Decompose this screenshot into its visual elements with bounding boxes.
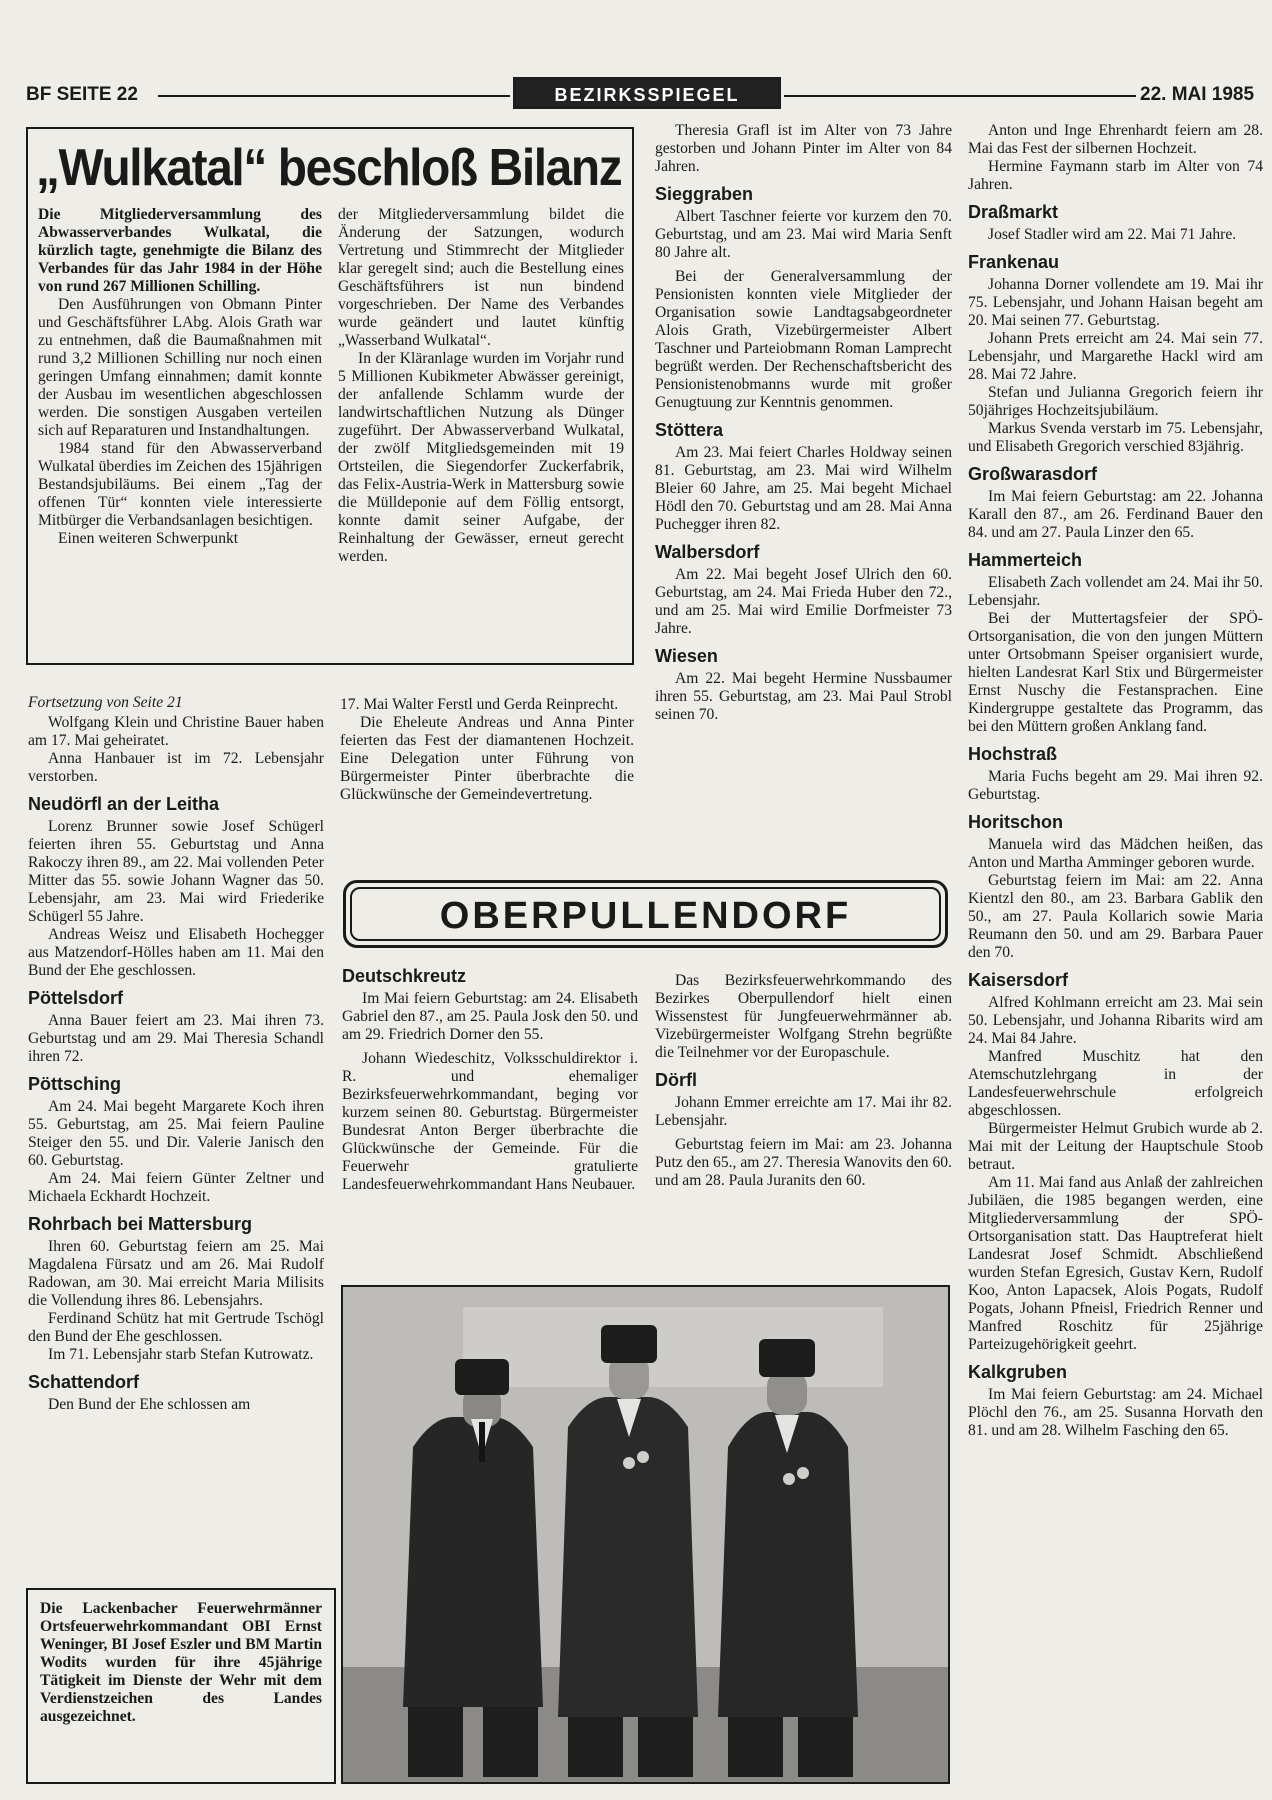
- issue-date: 22. MAI 1985: [1140, 84, 1255, 105]
- town-heading: Frankenau: [968, 252, 1060, 272]
- town-heading: Draßmarkt: [968, 202, 1059, 222]
- town-heading: Wiesen: [655, 646, 718, 666]
- news-paragraph: Am 22. Mai begeht Hermine Nussbaumer ihren 55. Geburtstag, am 23. Mai Paul Strobl seinen 70.: [655, 670, 952, 723]
- left-column: [28, 694, 324, 1414]
- news-paragraph: Ferdinand Schütz hat mit Gertrude Tschögl den Bund der Ehe geschlossen.: [28, 1310, 324, 1345]
- firefighters-photo: [341, 1285, 950, 1784]
- lead-paragraph: 1984 stand für den Abwasserverband Wulkatal überdies im Zeichen des 15jährigen Bestandsjubiläums. Bei einem „Tag der offenen Tür“ konnten viele interessierte Mitbürger die Verbandsanlagen besichtigen.: [38, 440, 322, 529]
- news-paragraph: 17. Mai Walter Ferstl und Gerda Reinprecht.: [340, 696, 619, 713]
- news-paragraph: Am 24. Mai feiern Günter Zeltner und Michaela Eckhardt Hochzeit.: [28, 1170, 324, 1205]
- header-rule-left: [158, 95, 510, 97]
- news-paragraph: Bei der Muttertagsfeier der SPÖ-Ortsorganisation, die von den jungen Müttern unter Ortsobmann Speiser organisiert wurde, hielten Landesrat Karl Stix und Bürgermeister Ernst Nuschy die Festansprachen. Eine Kindergruppe gestaltete das Programm, das bei den Müttern großen Anklang fand.: [968, 610, 1263, 735]
- news-paragraph: Geburtstag feiern im Mai: am 23. Johanna Putz den 65., am 27. Theresia Wanovits den 60. und am 28. Paula Juranits den 60.: [655, 1136, 952, 1189]
- news-paragraph: Andreas Weisz und Elisabeth Hochegger aus Matzendorf-Hölles haben am 11. Mai den Bund der Ehe geschlossen.: [28, 926, 324, 979]
- town-heading: Schattendorf: [28, 1372, 140, 1392]
- town-heading: Großwarasdorf: [968, 464, 1098, 484]
- column-4: [968, 122, 1263, 1440]
- news-paragraph: Die Eheleute Andreas und Anna Pinter feierten das Fest der diamantenen Hochzeit. Eine Delegation unter Führung von Bürgermeister Pinter überbrachte die Glückwünsche der Gemeindevertretung.: [340, 714, 634, 803]
- lead-column-1: [38, 206, 322, 548]
- section-label: BEZIRKSSPIEGEL: [513, 77, 781, 109]
- column-3: [655, 122, 952, 724]
- news-paragraph: Johann Prets erreicht am 24. Mai sein 77. Lebensjahr, und Margarethe Hackl wird am 28. Mai 72 Jahre.: [968, 330, 1263, 383]
- news-paragraph: Im 71. Lebensjahr starb Stefan Kutrowatz.: [48, 1346, 314, 1363]
- news-paragraph: Bürgermeister Helmut Grubich wurde ab 2. Mai mit der Leitung der Hauptschule Stoob betraut.: [968, 1120, 1263, 1173]
- news-paragraph: Lorenz Brunner sowie Josef Schügerl feierten ihren 55. Geburtstag und Anna Rakoczy ihren 89., am 22. Mai vollenden Peter Mitter das 55. sowie Johann Wagner das 50. Lebensjahr, am 23. Mai wird Friederike Schügerl 55 Jahre.: [28, 818, 324, 925]
- lead-headline: „Wulkatal“ beschloß Bilanz: [36, 139, 622, 197]
- news-paragraph: Stefan und Julianna Gregorich feiern ihr 50jähriges Hochzeitsjubiläum.: [968, 384, 1263, 419]
- news-paragraph: Elisabeth Zach vollendet am 24. Mai ihr 50. Lebensjahr.: [968, 574, 1263, 609]
- oberpullendorf-left-column: [342, 966, 638, 1194]
- town-heading: Neudörfl an der Leitha: [28, 794, 220, 814]
- lead-paragraph: Den Ausführungen von Obmann Pinter und Geschäftsführer LAbg. Alois Grath war zu entnehmen, daß die Baumaßnahmen mit rund 3,2 Millionen Schilling nur noch einen geringen Umfang einnahmen; damit konnte der Ausbau im wesentlichen abgeschlossen werden. Die sonstigen Ausgaben verteilen sich auf Reparaturen und Instandhaltungen.: [38, 296, 322, 439]
- town-heading: Rohrbach bei Mattersburg: [28, 1214, 253, 1234]
- news-paragraph: Johann Wiedeschitz, Volksschuldirektor i. R. und ehemaliger Bezirksfeuerwehrkommandant, beging vor kurzem seinen 80. Geburtstag. Bürgermeister Bundesrat Anton Berger überbrachte die Glückwünsche der Gemeinde. Für die Feuerwehr gratulierte Landesfeuerwehrkommandant Hans Neubauer.: [342, 1050, 638, 1193]
- lead-column-2: [338, 206, 624, 566]
- lead-intro: Die Mitgliederversammlung des Abwasserverbandes Wulkatal, die kürzlich tagte, genehmigte die Bilanz des Verbandes für das Jahr 1984 in der Höhe von rund 267 Millionen Schilling.: [38, 206, 322, 295]
- district-banner: [343, 880, 948, 948]
- photo-illustration: [343, 1287, 948, 1782]
- town-heading: Stöttera: [655, 420, 724, 440]
- oberpullendorf-right-column: [655, 972, 952, 1190]
- news-paragraph: Manfred Muschitz hat den Atemschutzlehrgang in der Landesfeuerwehrschule erfolgreich abgeschlossen.: [968, 1048, 1263, 1119]
- middle-upper-column: [340, 696, 634, 804]
- news-paragraph: Den Bund der Ehe schlossen am: [48, 1396, 251, 1413]
- news-paragraph: Am 24. Mai begeht Margarete Koch ihren 55. Geburtstag, am 25. Mai feiern Pauline Steiger den 55. und Dir. Valerie Janisch den 60. Geburtstag.: [28, 1098, 324, 1169]
- town-heading: Pöttelsdorf: [28, 988, 124, 1008]
- town-heading: Dörfl: [655, 1070, 697, 1090]
- news-paragraph: Bei der Generalversammlung der Pensionisten konnten viele Mitglieder der Organisation sowie Landtagsabgeordneter Alois Grath, Vizebürgermeister Albert Taschner und Parteiobmann Roman Lamprecht begrüßt werden. Der Rechenschaftsbericht des Pensionistenobmanns wurde mit großer Genugtuung zur Kenntnis genommen.: [655, 268, 952, 411]
- town-heading: Deutschkreutz: [342, 966, 467, 986]
- town-heading: Hammerteich: [968, 550, 1083, 570]
- news-paragraph: Ihren 60. Geburtstag feiern am 25. Mai Magdalena Fürsatz und am 26. Mai Rudolf Radowan, am 30. Mai erreicht Maria Milisits die Vollendung ihres 86. Lebensjahrs.: [28, 1238, 324, 1309]
- town-heading: Kaisersdorf: [968, 970, 1069, 990]
- news-paragraph: Anton und Inge Ehrenhardt feiern am 28. Mai das Fest der silbernen Hochzeit.: [968, 122, 1263, 157]
- news-paragraph: Johann Emmer erreichte am 17. Mai ihr 82. Lebensjahr.: [655, 1094, 952, 1129]
- news-paragraph: Am 23. Mai feiert Charles Holdway seinen 81. Geburtstag, am 23. Mai wird Wilhelm Bleier 60 Jahre, am 25. Mai begeht Michael Hödl den 70. Geburtstag und am 28. Mai Anna Puchegger ihren 82.: [655, 444, 952, 533]
- news-paragraph: Am 11. Mai fand aus Anlaß der zahlreichen Jubiläen, die 1985 begangen werden, eine Mitgliederversammlung der SPÖ-Ortsorganisation statt. Das Hauptreferat hielt Landesrat Josef Schmidt. Abschließend wurden Stefan Egresich, Gustav Kern, Rudolf Koo, Anton Lapacsek, Alois Pogats, Rudolf Pogats, Johann Pfneisl, Friedrich Renner und Manfred Roschitz für 25jährige Parteizugehörigkeit geehrt.: [968, 1174, 1263, 1353]
- news-paragraph: Hermine Faymann starb im Alter von 74 Jahren.: [968, 158, 1263, 193]
- news-paragraph: Geburtstag feiern im Mai: am 22. Anna Kientzl den 80., am 23. Barbara Gablik den 50., am 27. Paula Kollarich sowie Maria Reumann den 50. und am 29. Barbara Pauer den 70.: [968, 872, 1263, 961]
- news-paragraph: Am 22. Mai begeht Josef Ulrich den 60. Geburtstag, am 24. Mai Frieda Huber den 72., und am 25. Mai wird Emilie Dorfmeister 73 Jahre.: [655, 566, 952, 637]
- news-paragraph: Anna Bauer feiert am 23. Mai ihren 73. Geburtstag und am 29. Mai Theresia Schandl ihren 72.: [28, 1012, 324, 1065]
- news-paragraph: Maria Fuchs begeht am 29. Mai ihren 92. Geburtstag.: [968, 768, 1263, 803]
- news-paragraph: Albert Taschner feierte vor kurzem den 70. Geburtstag, und am 23. Mai wird Maria Senft 80 Jahre alt.: [655, 208, 952, 261]
- header-rule-right: [784, 95, 1136, 97]
- lead-paragraph: der Mitgliederversammlung bildet die Änderung der Satzungen, wodurch Vertretung und Stimmrecht der Mitglieder klar geregelt sind; auch die Bestellung eines Geschäftsführers ist nun bindend vorgeschrieben. Der Name des Verbandes wurde geändert und lautet künftig „Wasserband Wulkatal“.: [338, 206, 624, 349]
- town-heading: Horitschon: [968, 812, 1064, 832]
- town-heading: Pöttsching: [28, 1074, 121, 1094]
- town-heading: Sieggraben: [655, 184, 754, 204]
- continued-note: Fortsetzung von Seite 21: [28, 694, 183, 711]
- lead-paragraph: In der Kläranlage wurden im Vorjahr rund 5 Millionen Kubikmeter Abwässer gereinigt, der anfallende Schlamm wurde der landwirtschaftlichen Nutzung als Dünger zugeführt. Der Abwasserverband Wulkatal, der zwölf Mitgliedsgemeinden mit 19 Ortsteilen, die Siegendorfer Zuckerfabrik, das Felix-Austria-Werk in Mattersburg sowie die Mülldeponie auf dem Föllig entsorgt, konnte damit seiner Aufgabe, der Reinhaltung der Gewässer, erneut gerecht werden.: [338, 350, 624, 565]
- lead-paragraph: Einen weiteren Schwerpunkt: [58, 530, 239, 547]
- news-paragraph: Johanna Dorner vollendete am 19. Mai ihr 75. Lebensjahr, und Johann Haisan begeht am 20. Mai seinen 77. Geburtstag.: [968, 276, 1263, 329]
- news-paragraph: Alfred Kohlmann erreicht am 23. Mai sein 50. Lebensjahr, und Johanna Ribarits wird am 24. Mai 84 Jahre.: [968, 994, 1263, 1047]
- photo-caption: Die Lackenbacher Feuerwehrmänner Ortsfeuerwehrkommandant OBI Ernst Weninger, BI Josef Eszler und BM Martin Wodits wurden für ihre 45jährige Tätigkeit im Dienste der Wehr mit dem Verdienstzeichen des Landes ausgezeichnet.: [26, 1588, 336, 1784]
- town-heading: Walbersdorf: [655, 542, 760, 562]
- district-banner-title: OBERPULLENDORF: [350, 887, 941, 941]
- town-heading: Hochstraß: [968, 744, 1058, 764]
- news-paragraph: Anna Hanbauer ist im 72. Lebensjahr verstorben.: [28, 750, 324, 785]
- news-paragraph: Josef Stadler wird am 22. Mai 71 Jahre.: [988, 226, 1237, 243]
- news-paragraph: Im Mai feiern Geburtstag: am 22. Johanna Karall den 87., am 26. Ferdinand Bauer den 84. und am 27. Paula Linzer den 65.: [968, 488, 1263, 541]
- news-paragraph: Im Mai feiern Geburtstag: am 24. Elisabeth Gabriel den 87., am 25. Paula Josk den 50. und am 29. Friedrich Dorner den 55.: [342, 990, 638, 1043]
- news-paragraph: Manuela wird das Mädchen heißen, das Anton und Martha Amminger geboren wurde.: [968, 836, 1263, 871]
- news-paragraph: Wolfgang Klein und Christine Bauer haben am 17. Mai geheiratet.: [28, 714, 324, 749]
- news-paragraph: Markus Svenda verstarb im 75. Lebensjahr, und Elisabeth Gregorich verschied 83jährig.: [968, 420, 1263, 455]
- town-heading: Kalkgruben: [968, 1362, 1068, 1382]
- news-paragraph: Im Mai feiern Geburtstag: am 24. Michael Plöchl den 76., am 25. Susanna Horvath den 81. und am 28. Wilhelm Fasching den 65.: [968, 1386, 1263, 1439]
- news-paragraph: Theresia Grafl ist im Alter von 73 Jahre gestorben und Johann Pinter im Alter von 84 Jahren.: [655, 122, 952, 175]
- page-number: BF SEITE 22: [26, 84, 138, 105]
- news-paragraph: Das Bezirksfeuerwehrkommando des Bezirkes Oberpullendorf hielt einen Wissenstest für Jungfeuerwehrmänner ab. Vizebürgermeister Wolfgang Strehn begrüßte die Teilnehmer vor der Europaschule.: [655, 972, 952, 1061]
